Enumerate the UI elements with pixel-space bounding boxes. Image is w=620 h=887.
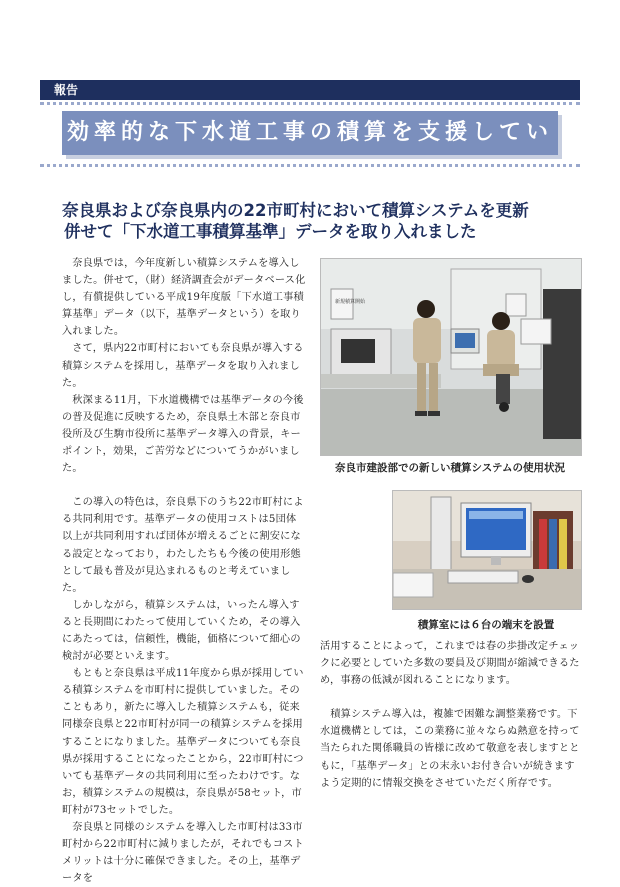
office-sign-text: 新規積算開始	[335, 299, 366, 305]
paragraph: 積算システム導入は，複雑で困難な調整業務です。下水道機構としては，この業務に並々ならぬ熱意を持って当たられた関係職員の皆様に改めて敬意を表しますとともに，「基準データ」との末永いお付き合いが続きますよう定期的に情報交換をさせていただく所存です。	[320, 709, 580, 789]
right-column	[320, 638, 582, 792]
paragraph: 活用することによって，これまでは春の歩掛改定チェックに必要としていた多数の要員及び期間が縮減できるため，事務の低減が図れることになります。	[320, 641, 580, 687]
headline	[62, 200, 562, 242]
paragraph: 奈良県では，今年度新しい積算システムを導入しました。併せて，（財）経済調査会がデータベース化し，有償提供している平成19年度版「下水道工事積算基準」データ（以下，基準データという）を取り入れました。	[62, 258, 306, 338]
photo1-caption: 奈良市建設部での新しい積算システムの使用状況	[335, 462, 565, 474]
photo2-caption: 積算室には６台の端末を設置	[417, 619, 555, 631]
left-column	[62, 255, 306, 887]
terminal-photo	[392, 490, 582, 610]
page-title: 効率的な下水道工事の積算を支援しています	[62, 111, 558, 155]
spacer	[320, 689, 582, 706]
office-photo	[320, 258, 582, 456]
paragraph: 奈良県と同様のシステムを導入した市町村は33市町村から22市町村に減りましたが，それでもコストメリットは十分に確保できました。その上，基準データを	[62, 822, 304, 885]
paragraph: もともと奈良県は平成11年度から県が採用している積算システムを市町村に提供していました。そのこともあり，新たに導入した積算システムも，従来同様奈良県と22市町村が同一の積算システムを採用することになりました。基準データについても奈良県が採用することになったことから，22市町村についても基準データの共同利用に至ったわけです。なお，積算システムの規模は，奈良県が58セット，市町村が73セットでした。	[62, 668, 304, 816]
paragraph: 秋深まる11月，下水道機構では基準データの今後の普及促進に反映するため，奈良県土木部と奈良市役所及び生駒市役所に基準データ導入の背景，キーポイント，効果，ご苦労などについてうかがいました。	[62, 394, 304, 475]
terminal-photo-illustration	[393, 491, 581, 609]
office-photo-illustration	[321, 259, 581, 455]
divider-top	[40, 102, 580, 105]
headline-line2: 併せて「下水道工事積算基準」データを取り入れました	[64, 222, 477, 241]
headline-line1: 奈良県および奈良県内の22市町村において積算システムを更新	[62, 201, 529, 220]
paragraph: さて，県内22市町村においても奈良県が導入する積算システムを採用し，基準データを取り入れました。	[62, 343, 304, 389]
spacer	[62, 477, 306, 494]
divider-bottom	[40, 164, 580, 167]
paragraph: しかしながら，積算システムは，いったん導入すると長期間にわたって使用していくため，その導入にあたっては，信頼性，機能，価格について細心の検討が必要といえます。	[62, 599, 301, 663]
paragraph: この導入の特色は，奈良県下のうち22市町村による共同利用です。基準データの使用コストは5団体以上が共同利用すれば団体が増えるごとに割安になる設定となっており，わたしたちも今後の使用形態として最も普及が見込まれるものと考えていました。	[62, 497, 304, 594]
section-label: 報告	[40, 80, 580, 100]
